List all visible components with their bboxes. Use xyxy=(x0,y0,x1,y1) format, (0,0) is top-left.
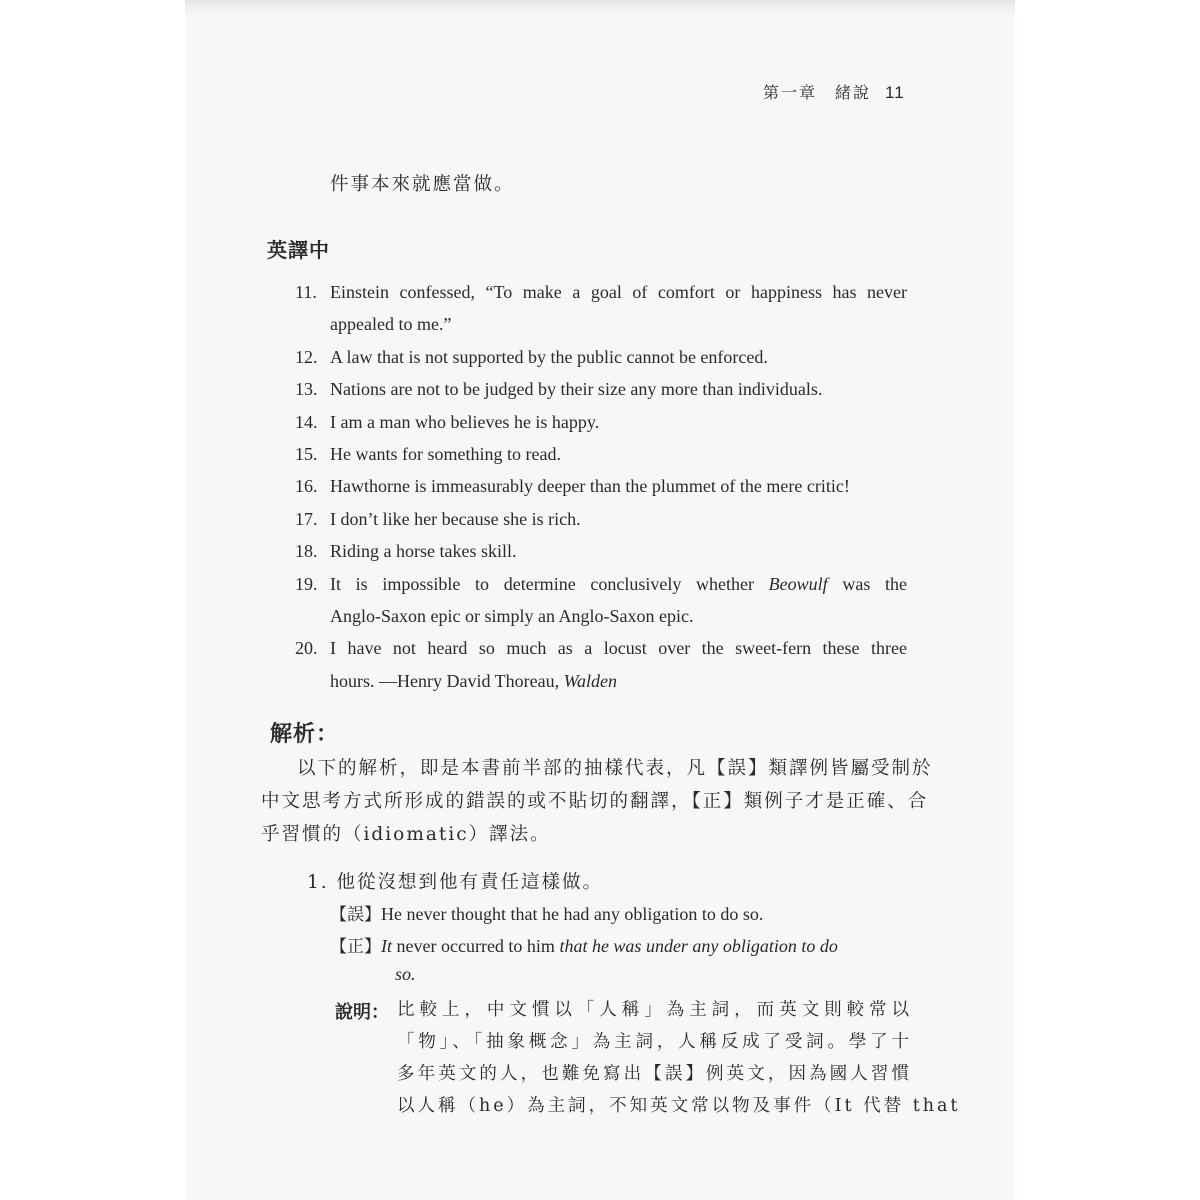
example-heading xyxy=(307,868,603,894)
item-text: was the xyxy=(827,573,908,594)
right-italic-subject: It xyxy=(381,936,392,956)
item-number: 14. xyxy=(295,411,318,432)
book-page xyxy=(185,0,1015,1200)
exercise-item xyxy=(295,373,907,405)
paragraph-line: 中文思考方式所形成的錯誤的或不貼切的翻譯，【正】類例子才是正確、合 xyxy=(261,791,929,812)
note-line: 多年英文的人，也難免寫出【誤】例英文，因為國人習慣 xyxy=(397,1064,912,1084)
item-text: It is impossible to determine conclusively whether xyxy=(330,573,769,594)
exercise-item-continuation xyxy=(330,665,907,697)
right-translation xyxy=(330,932,838,957)
note-body xyxy=(397,994,961,1122)
page-edge-shadow xyxy=(185,0,1015,14)
wrong-tag: 【誤】 xyxy=(330,905,381,925)
item-text: He wants for something to read. xyxy=(330,443,561,464)
right-italic-clause: that he was under any obligation to do xyxy=(559,936,838,956)
exercise-item xyxy=(295,568,907,600)
note-label: 說明： xyxy=(335,1002,389,1023)
item-italic-title: Beowulf xyxy=(768,573,828,594)
item-text: A law that is not supported by the public cannot be enforced. xyxy=(330,346,768,367)
item-italic-title: Walden xyxy=(563,670,617,691)
item-text: I don’t like her because she is rich. xyxy=(330,508,581,529)
item-number: 18. xyxy=(295,541,318,562)
item-text: hours. —Henry David Thoreau, xyxy=(330,670,564,691)
paragraph-line: 乎習慣的（idiomatic）譯法。 xyxy=(261,824,551,845)
item-number: 19. xyxy=(295,573,318,594)
exercise-item-continuation: Anglo-Saxon epic or simply an Anglo-Saxon epic. xyxy=(330,605,694,626)
continuation-text: 件事本來就應當做。 xyxy=(330,174,515,195)
item-number: 20. xyxy=(295,638,318,659)
item-text: I am a man who believes he is happy. xyxy=(330,411,600,432)
section-heading-english: 英譯中 xyxy=(267,238,330,262)
item-text: Nations are not to be judged by their size any more than individuals. xyxy=(330,379,823,400)
exercise-item xyxy=(295,341,907,373)
example-number: 1. xyxy=(307,872,329,893)
item-text: Einstein confessed, “To make a goal of comfort or happiness has never xyxy=(330,282,907,302)
note-line: 「物」、「抽象概念」為主詞，人稱反成了受詞。學了十 xyxy=(397,1032,912,1052)
chapter-title: 第一章 緒說 xyxy=(763,83,872,102)
right-tag: 【正】 xyxy=(330,937,381,957)
exercise-item xyxy=(295,470,907,502)
paragraph-line: 以下的解析，即是本書前半部的抽樣代表，凡【誤】類譯例皆屬受制於 xyxy=(297,758,933,779)
exercise-item xyxy=(295,503,907,535)
item-number: 15. xyxy=(295,443,318,464)
exercise-item xyxy=(295,438,907,470)
item-number: 17. xyxy=(295,508,318,529)
note-line: 以人稱（he）為主詞，不知英文常以物及事件（It 代替 that xyxy=(397,1096,961,1116)
exercise-item xyxy=(295,406,907,438)
exercise-item xyxy=(295,632,907,664)
exercise-item xyxy=(295,535,907,567)
item-text: Hawthorne is immeasurably deeper than the plummet of the mere critic! xyxy=(330,476,850,497)
exercise-item xyxy=(295,276,907,308)
section-heading-analysis: 解析： xyxy=(270,722,340,747)
item-number: 13. xyxy=(295,379,318,400)
right-translation-continuation: so. xyxy=(395,964,416,984)
running-head xyxy=(763,80,905,103)
note-line: 比較上，中文慣以「人稱」為主詞，而英文則較常以 xyxy=(397,1000,912,1020)
example-chinese: 他從沒想到他有責任這樣做。 xyxy=(336,872,604,893)
wrong-translation xyxy=(330,900,763,925)
item-number: 11. xyxy=(295,282,317,302)
item-text: Riding a horse takes skill. xyxy=(330,541,517,562)
page-number: 11 xyxy=(885,83,905,102)
wrong-text: He never thought that he had any obligation to do so. xyxy=(381,904,764,924)
item-number: 16. xyxy=(295,476,318,497)
exercise-list xyxy=(295,276,907,697)
item-number: 12. xyxy=(295,346,318,367)
exercise-item-continuation: appealed to me.” xyxy=(330,314,452,335)
item-text: I have not heard so much as a locust over the sweet-fern these three xyxy=(330,638,907,659)
analysis-paragraph xyxy=(261,752,933,851)
right-text: never occurred to him xyxy=(392,936,560,956)
